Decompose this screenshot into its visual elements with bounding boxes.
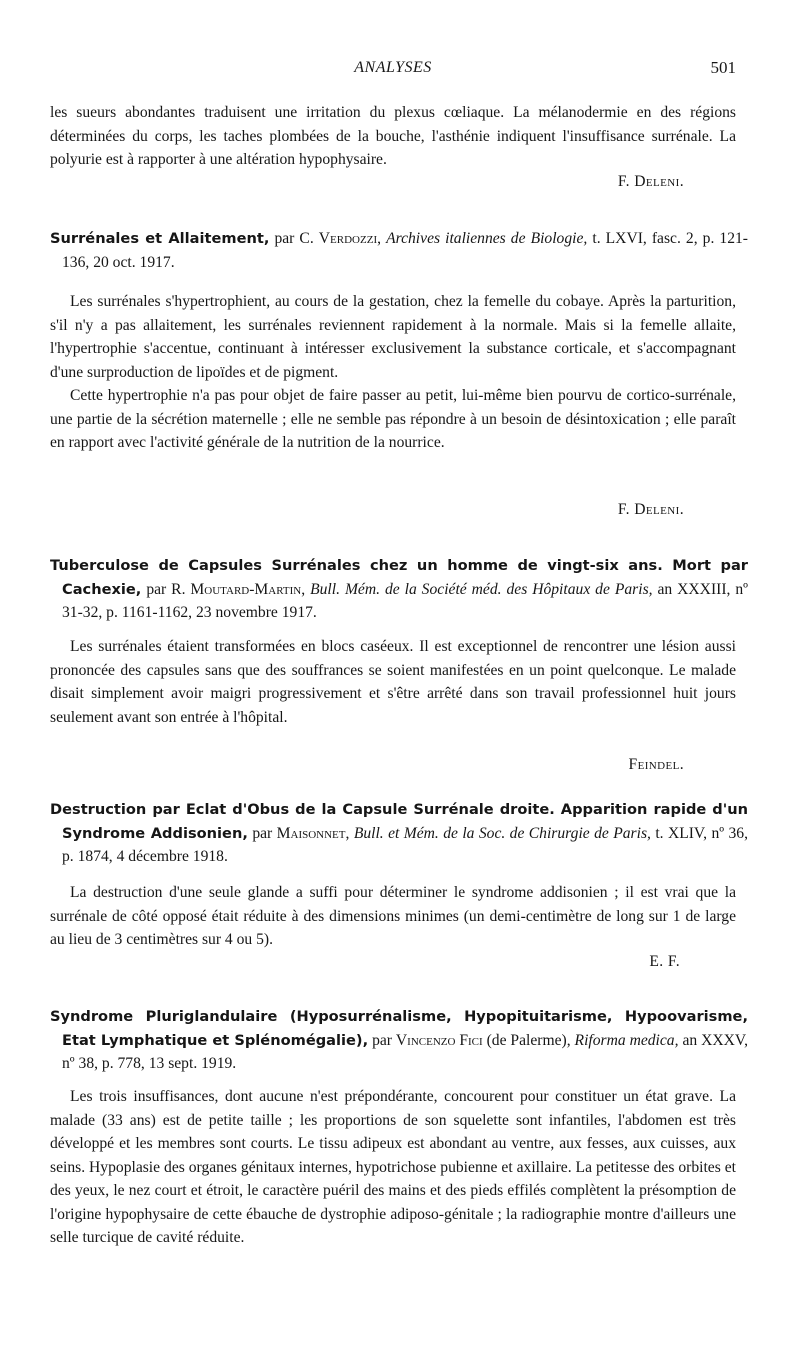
intro-paragraph: les sueurs abondantes traduisent une irritation du plexus cœliaque. La mélanodermie en des régions déterminées du corps, les taches plombées de la bouche, l'asthénie indiquent l'insuffisance surrénale. La polyurie est à rapporter à une altération hypophysaire. [50,104,736,168]
entry-1-by: par C. [274,230,314,247]
entry-1-body [50,290,736,455]
entry-1-author: Verdozzi, [318,230,382,247]
entry-3-author: Maisonnet, [276,824,350,842]
entry-4-author: Vincenzo Fici [395,1031,483,1049]
entry-1-reference: t. LXVI, fasc. 2, p. 121-136, 20 oct. 1917. [62,230,748,271]
entry-1-journal: Archives italiennes de Biologie, [386,230,588,247]
entry-3-body [50,881,736,952]
entry-2-by: par R. [146,580,186,598]
entry-2-paragraph-1: Les surrénales étaient transformées en blocs caséeux. Il est exceptionnel de rencontrer une lésion aussi prononcée des capsules sans que des souffrances se soient manifestées en un point quelconque. Le malade disait simplement avoir maigri progressivement et s'être arrêté dans son travail professionnel huit jours seulement avant son entrée à l'hôpital. [50,638,736,726]
entry-4-heading: Syndrome Pluriglandulaire (Hyposurrénalisme, Hypopituitarisme, Hypoovarisme, Etat Lymphatique et Splénomégalie), [50,1008,748,1049]
entry-4-body [50,1085,736,1250]
page-header [50,58,736,82]
entry-4-reference: an XXXV, nº 38, p. 778, 13 sept. 1919. [62,1031,748,1072]
entry-2-heading: Tuberculose de Capsules Surrénales chez un homme de vingt-six ans. Mort par Cachexie, [50,557,748,598]
entry-3-journal: Bull. et Mém. de la Soc. de Chirurgie de Paris, [353,824,651,842]
entry-1-heading: Surrénales et Allaitement, [50,230,270,247]
entry-2-journal: Bull. Mém. de la Société méd. des Hôpitaux de Paris, [310,580,653,598]
entry-3-heading: Destruction par Eclat d'Obus de la Capsule Surrénale droite. Apparition rapide d'un Syndrome Addisonien, [50,801,748,842]
page [50,0,749,1365]
entry-1-signature: F. Deleni. [617,501,684,518]
entry-2-author: Moutard-Martin, [190,580,306,598]
entry-3-by: par [252,824,273,842]
entry-4-paragraph-1: Les trois insuffisances, dont aucune n'est prépondérante, concourent pour constituer un état grave. La malade (33 ans) est de petite taille ; les proportions de son squelette sont infantiles, l'abdomen est très développé et les membres sont courts. Le tissu adipeux est abondant au ventre, aux fesses, aux cuisses, aux seins. Hypoplasie des organes génitaux internes, hypotrichose pubienne et axillaire. La petitesse des orbites et des yeux, le nez court et étroit, le caractère puéril des mains et des pieds effilés complètent la présomption de l'origine hypophysaire de cette ébauche de dystrophie adiposo-génitale ; la radiographie montre d'ailleurs une selle turcique de cavité réduite. [50,1088,736,1246]
running-title: ANALYSES [354,59,432,76]
entry-3-paragraph-1: La destruction d'une seule glande a suffi pour déterminer le syndrome addisonien ; il est vrai que la surrénale de côté opposé était réduite à des dimensions minimes (un demi-centimètre de long sur 1 de large au lieu de 3 centimètres sur 4 ou 5). [50,884,736,948]
entry-1-paragraph-2: Cette hypertrophie n'a pas pour objet de faire passer au petit, lui-même bien pourvu de cortico-surrénale, une partie de la sécrétion maternelle ; elle ne semble pas répondre à un besoin de désintoxication ; elle paraît en rapport avec l'activité générale de la nutrition de la nourrice. [50,387,736,451]
entry-2-signature: Feindel. [628,756,684,773]
entry-4-journal: Riforma medica, [574,1031,679,1049]
entry-1-paragraph-1: Les surrénales s'hypertrophient, au cours de la gestation, chez la femelle du cobaye. Après la parturition, s'il n'y a pas allaitement, les surrénales reviennent rapidement à la normale. Mais si la femelle allaite, l'hypertrophie s'accentue, continuant à intéresser exclusivement la substance corticale, et s'accompagnant d'une surproduction de lipoïdes et de pigment. [50,293,736,381]
entry-4-affiliation: (de Palerme), [486,1031,571,1049]
entry-2-reference: an XXXIII, nº 31-32, p. 1161-1162, 23 novembre 1917. [62,580,748,621]
entry-3-signature: E. F. [649,953,680,970]
entry-2-body [50,635,736,729]
entry-3-title [50,798,748,869]
intro-signature: F. Deleni. [617,173,684,190]
entry-1-title [50,227,748,274]
entry-2-title [50,554,748,625]
page-number: 501 [710,58,736,77]
entry-3-reference: t. XLIV, nº 36, p. 1874, 4 décembre 1918. [62,824,749,865]
entry-4-by: par [372,1031,392,1049]
entry-4-title [50,1005,748,1076]
